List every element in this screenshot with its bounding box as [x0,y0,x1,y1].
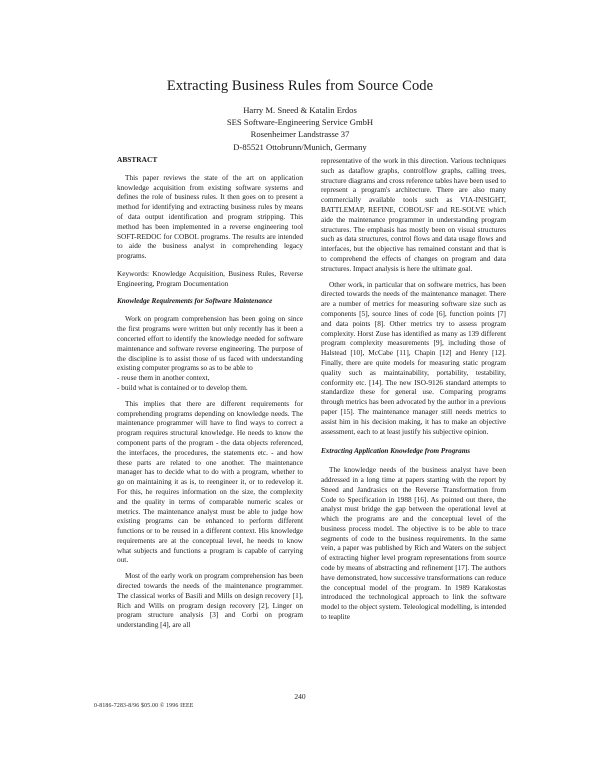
paragraph: The knowledge needs of the business analyst have been addressed in a long time at papers starting with the report by Sneed and Jandrasics on the Reverse Transformation from Code to Specification in 1988 [16]. As pointed out there, the analyst must bridge the gap between the operational level at which the programs are and the conceptual level of the business process model. The objective is to be able to trace segments of code to the business requirements. In the same vein, a paper was published by Rich and Waters on the subject of extracting higher level program representations from source code by means of abstracting and refinement [17]. The authors have demonstrated, how successive transformations can reduce the conceptual model of the program. In 1989 Karakostas introduced the technological approach to link the software model to the object system. Teleological modelling, is intended to teaplite [321,465,506,622]
paper-title: Extracting Business Rules from Source Code [166,78,434,94]
author-names: Harry M. Sneed & Katalin Erdos [243,105,357,115]
left-column [117,155,303,630]
paragraph: Work on program comprehension has been going on since the first programs were written but only recently has it been a concerted effort to identify the knowledge needed for software maintenance and software reverse engineering. The purpose of the discipline is to assist those of us faced with understanding existing computer programs so as to be able to [117,314,303,373]
paragraph: Other work, in particular that on software metrics, has been directed towards the needs of the maintenance manager. There are a number of metrics for measuring software size such as components [5], source lines of code [6], function points [7] and data points [8]. Other metrics try to assess program complexity. Horst Zuse has identified as many as 139 different program complexity measurements [9], including those of Halstead [10], McCabe [11], Chapin [12] and Henry [12]. Finally, there are quite models for measuring static program quality such as maintainability, portability, testability, conformity etc. [14]. The new ISO-9126 standard attempts to standardize these for general use. Comparing programs through metrics has been advocated by the author in a previous paper [15]. The maintenance manager still needs metrics to assist him in his decision making, it has to make an objective assessment, each to at least justify his subjective opinion. [321,279,506,436]
author-street: Rosenheimer Landstrasse 37 [250,129,350,140]
author-city: D-85521 Ottobrunn/Munich, Germany [233,141,367,152]
bullet-item: - build what is contained or to develop them. [117,382,248,392]
paragraph: Most of the early work on program comprehension has been directed towards the needs of the maintenance programmer. The classical works of Basili and Mills on design recovery [1], Rich and Wills on program design recovery [2], Linger on program structure analysis [3] and Corbi on program understanding [4], are all [117,571,303,630]
author-block [0,104,600,153]
paragraph: representative of the work in this direction. Various techniques such as dataflow graphs, controlflow graphs, calling trees, structure diagrams and cross reference tables have been used to represent a program's architecture. There are also many commercially available tools such as VIA-INSIGHT, BATTLEMAP, REFINE, COBOL/SF and RE-SOLVE which aide the maintenance programmer in understanding program structures. The emphasis has mostly been on visual structures such as data structures, control flows and data usage flows and interfaces, but the objective has remained constant and that is to comprehend the effects of changes on program and data structures. Impact analysis is here the ultimate goal. [321,156,506,273]
paragraph: This implies that there are different requirements for comprehending programs depending on knowledge needs. The maintenance programmer will have to find ways to correct a program requires structural knowledge. He needs to know the component parts of the program - the data objects referenced, the interfaces, the procedures, the statements etc. - and how these parts are related to one another. The maintenance manager has to decide what to do with a program, whether to go on maintaining it as is, to reengineer it, or to redevelop it. For this, he requires information on the size, the complexity and the quality in terms of comparable numeric scales or metrics. The maintenance analyst must be able to judge how existing programs can be enhanced to perform different functions or to be reused in a different context. His knowledge requirements are at the conceptual level, he needs to know what subjects and functions a program is capable of carrying out. [117,398,303,565]
keywords: Keywords: Knowledge Acquisition, Business Rules, Reverse Engineering, Program Documentation [117,268,303,288]
copyright-line: 0-8186-7283-8/96 $05.00 © 1996 IEEE [94,703,194,709]
section-heading-knowledge-requirements: Knowledge Requirements for Software Maintenance [117,296,273,305]
author-affiliation: SES Software-Engineering Service GmbH [226,117,374,128]
abstract-text: This paper reviews the state of the art on application knowledge acquisition from existing software systems and defines the role of business rules. It then goes on to present a method for identifying and extracting business rules by means of data output identification and program stripping. This method has been implemented in a reverse engineering tool SOFT-REDOC for COBOL programs. The results are intended to aide the business analyst in comprehending legacy programs. [117,172,303,261]
page-number: 240 [294,692,306,701]
abstract-heading: ABSTRACT [117,155,158,164]
bullet-item: - reuse them in another context, [117,373,210,383]
right-column [321,156,506,622]
section-heading-extracting-knowledge: Extracting Application Knowledge from Programs [321,447,471,456]
